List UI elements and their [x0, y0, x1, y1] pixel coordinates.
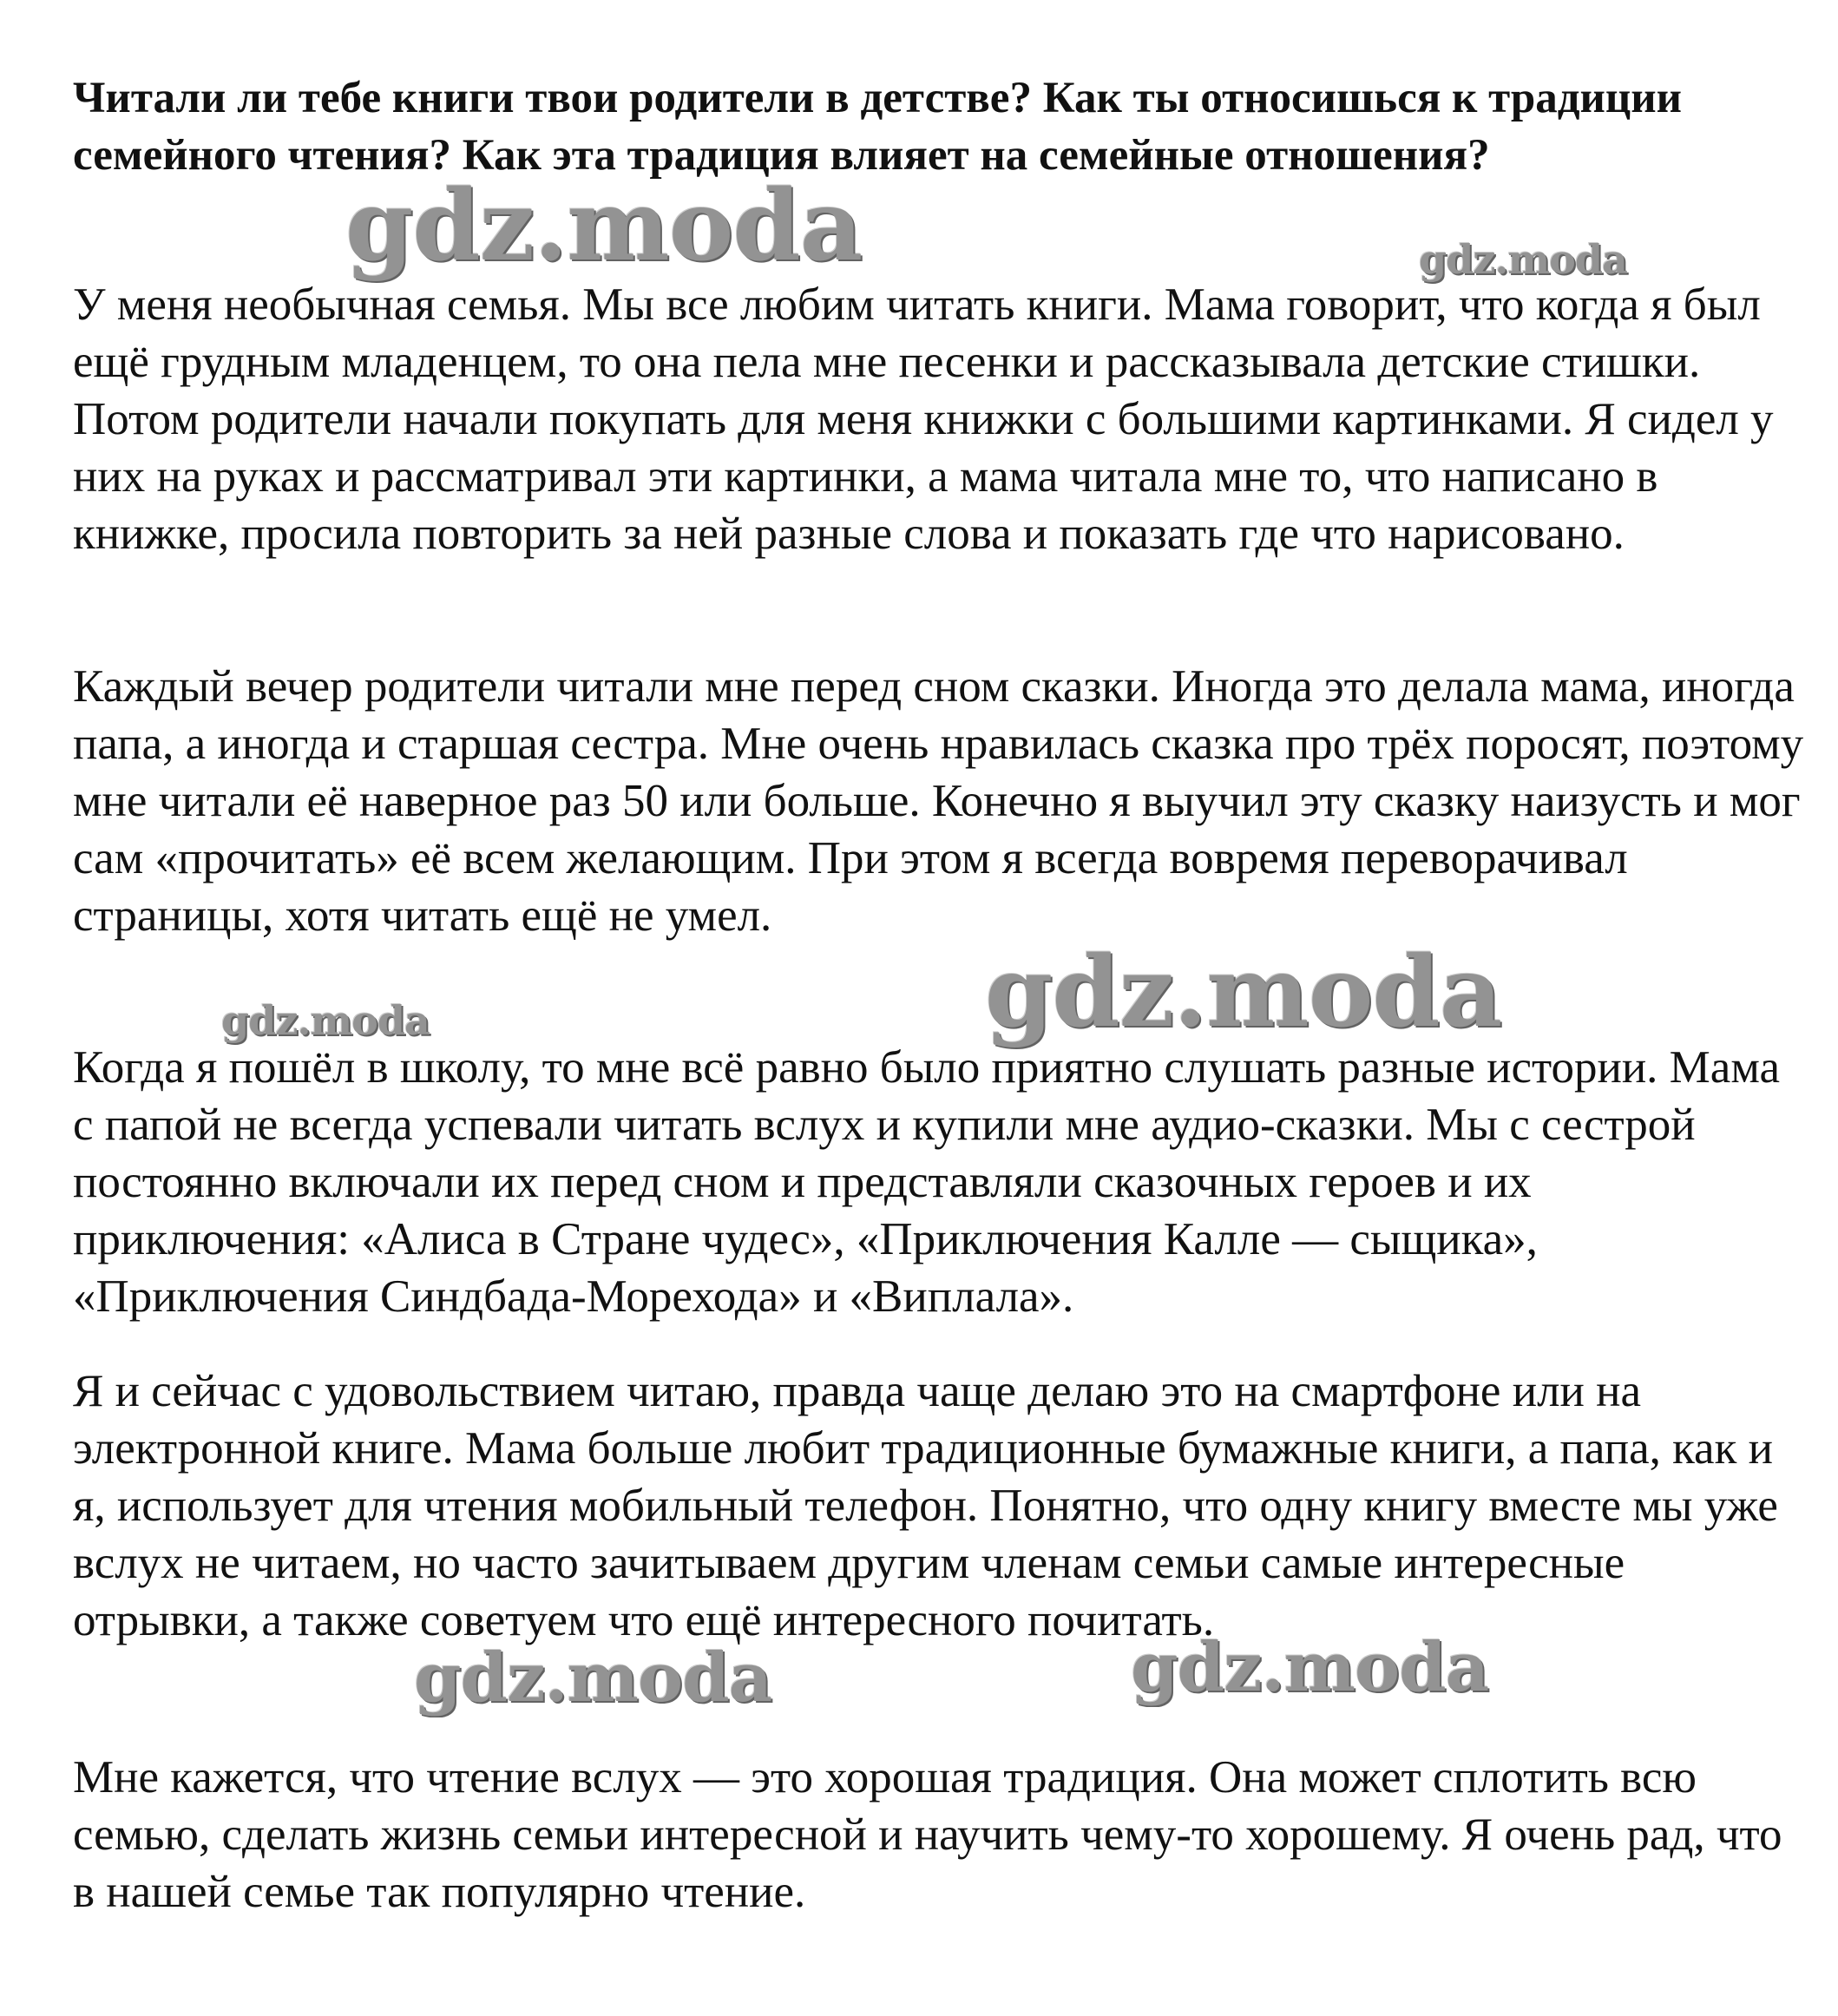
watermark-logo: gdz.moda: [221, 997, 430, 1044]
watermark-logo: gdz.moda: [414, 1638, 772, 1717]
answer-paragraph-4: Я и сейчас с удовольствием читаю, правда чаще делаю это на смартфоне или на электронной книге. Мама больше любит традиционные бумажные книги, а папа, как и я, использует для чтения мобильный телефон. Понятно, что одну книгу вместе мы уже вслух не читаем, но часто зачитываем другим членам семьи самые интересные отрывки, а также советуем что ещё интересного почитать.: [73, 1366, 1778, 1645]
answer-paragraph-3: Когда я пошёл в школу, то мне всё равно было приятно слушать разные истории. Мама с папой не всегда успевали читать вслух и купили мне аудио-сказки. Мы с сестрой постоянно включали их перед сном и представляли сказочных героев и их приключения: «Алиса в Стране чудес», «Приключения Калле — сыщика», «Приключения Синдбада-Морехода» и «Виплала».: [73, 1042, 1781, 1322]
watermark-logo: gdz.moda: [1419, 236, 1627, 283]
answer-paragraph-5: Мне кажется, что чтение вслух — это хорошая традиция. Она может сплотить всю семью, сделать жизнь семьи интересной и научить чему-то хорошему. Я очень рад, что в нашей семье так популярно чтение.: [73, 1752, 1782, 1917]
watermark-logo: gdz.moda: [1131, 1628, 1489, 1707]
watermark-logo: gdz.moda: [345, 169, 863, 283]
answer-paragraph-1: У меня необычная семья. Мы все любим читать книги. Мама говорит, что когда я был ещё грудным младенцем, то она пела мне песенки и рассказывала детские стишки. Потом родители начали покупать для меня книжки с большими картинками. Я сидел у них на руках и рассматривал эти картинки, а мама читала мне то, что написано в книжке, просила повторить за ней разные слова и показать где что нарисовано.: [73, 279, 1774, 559]
watermark-logo: gdz.moda: [985, 936, 1502, 1049]
question-heading: Читали ли тебе книги твои родители в детстве? Как ты относишься к традиции семейного чтения? Как эта традиция влияет на семейные отношения?: [73, 74, 1683, 180]
answer-paragraph-2: Каждый вечер родители читали мне перед сном сказки. Иногда это делала мама, иногда папа, а иногда и старшая сестра. Мне очень нравилась сказка про трёх поросят, поэтому мне читали её наверное раз 50 или больше. Конечно я выучил эту сказку наизусть и мог сам «прочитать» её всем желающим. При этом я всегда вовремя переворачивал страницы, хотя читать ещё не умел.: [73, 661, 1804, 941]
